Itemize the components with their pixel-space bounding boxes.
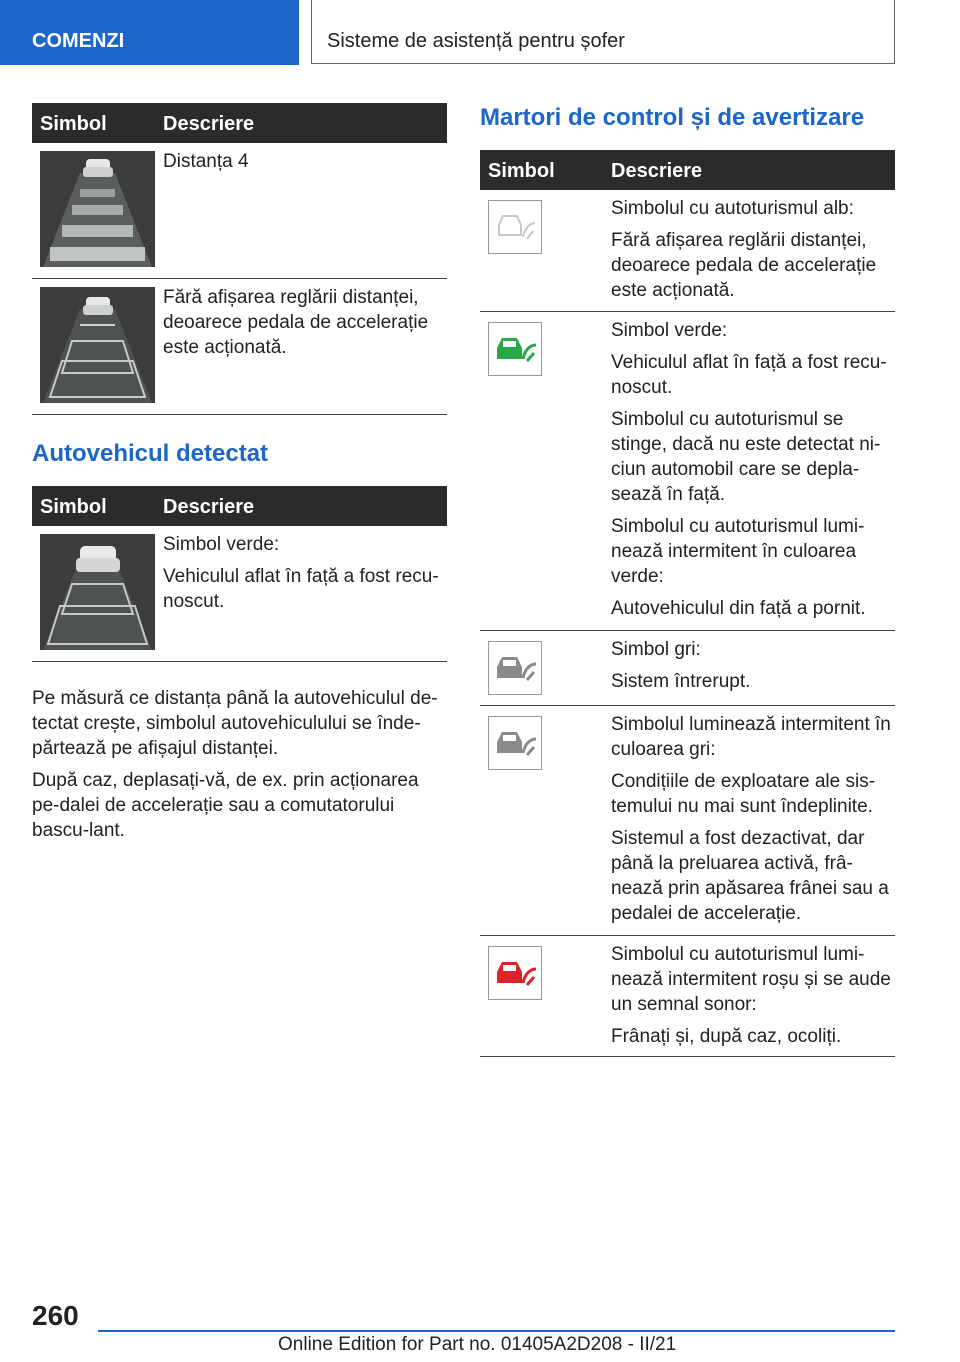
desc-line: Vehiculul aflat în față a fost recu-noscut. [611,352,887,398]
col-description: Descriere [163,496,255,518]
table-row [480,631,895,706]
desc-line: Simbolul cu autoturismul alb: [611,198,854,219]
car-icon-gray-blinking [488,716,542,770]
col-symbol: Simbol [40,496,107,518]
row-description [611,637,891,701]
desc-line: Simbol gri: [611,639,701,660]
desc-line: Distanța 4 [163,151,249,172]
no-distance-display [40,287,155,403]
car-icon-red [488,946,542,1000]
chapter-tab[interactable] [311,0,895,64]
car-icon-white [488,200,542,254]
row-description [611,196,891,310]
desc-line: Frânați și, după caz, ocoliți. [611,1026,842,1047]
edition-text: Online Edition for Part no. 01405A2D208 - II/21 [278,1334,677,1355]
vehicle-detected-display [40,534,155,650]
car-icon-gray [488,641,542,695]
car-icon-green [488,322,542,376]
desc-line: Simbolul luminează intermitent în culoarea gri: [611,714,891,760]
col-symbol: Simbol [40,113,107,135]
desc-line: Condițiile de exploatare ale sis-temului nu mai sunt îndeplinite. [611,771,876,817]
row-description [163,285,443,367]
section-title-warnings: Martori de control și de avertizare [480,104,865,131]
section-tab[interactable] [0,0,299,65]
row-description [611,942,891,1056]
table-row [480,936,895,1057]
detected-table [32,486,447,662]
table-header [32,103,447,143]
table-row [32,526,447,662]
page-number: 260 [32,1300,79,1331]
section-title-detected: Autovehicul detectat [32,440,269,467]
paragraph: Pe măsură ce distanța până la autovehiculul de-tectat crește, simbolul autovehiculului se înde-părtează pe afișajul distanței. [32,688,438,759]
table-row [32,279,447,415]
desc-line: Vehiculul aflat în față a fost recu-noscut. [163,566,439,612]
table-header [32,486,447,526]
desc-line: Fără afișarea reglării distanței, deoarece pedala de accelerație este acționată. [163,287,429,358]
table-row [480,190,895,312]
distance-4-display [40,151,155,267]
desc-line: Sistemul a fost dezactivat, dar până la preluarea activă, frâ-nează prin apăsarea frânei sau a pedalei de accelerație. [611,828,889,924]
desc-line: Simbolul cu autoturismul lumi-nează intermitent roșu și se aude un semnal sonor: [611,944,891,1015]
chapter-label: Sisteme de asistență pentru șofer [327,30,625,52]
desc-line: Sistem întrerupt. [611,671,751,692]
row-description [611,318,891,628]
footer-divider [98,1330,895,1332]
row-description [163,532,443,621]
warnings-table [480,150,895,1057]
col-symbol: Simbol [488,160,555,182]
desc-line: Simbol verde: [611,320,728,341]
col-description: Descriere [163,113,255,135]
desc-line: Simbolul cu autoturismul lumi-nează intermitent în culoarea verde: [611,516,865,587]
desc-line: Autovehiculul din față a pornit. [611,598,866,619]
row-description [611,712,891,933]
table-row [480,312,895,631]
body-text [32,686,447,850]
table-row [32,143,447,279]
section-label: COMENZI [32,30,125,52]
table-header [480,150,895,190]
row-description [163,149,443,181]
desc-line: Fără afișarea reglării distanței, deoarece pedala de accelerație este acționată. [611,230,877,301]
desc-line: Simbolul cu autoturismul se stinge, dacă nu este detectat ni-ciun automobil care se depla-sează în față. [611,409,881,505]
paragraph: După caz, deplasați-vă, de ex. prin acționarea pe-dalei de accelerație sau a comutatorului bascu-lant. [32,770,419,841]
col-description: Descriere [611,160,703,182]
distance-table [32,103,447,415]
desc-line: Simbol verde: [163,534,280,555]
table-row [480,706,895,936]
